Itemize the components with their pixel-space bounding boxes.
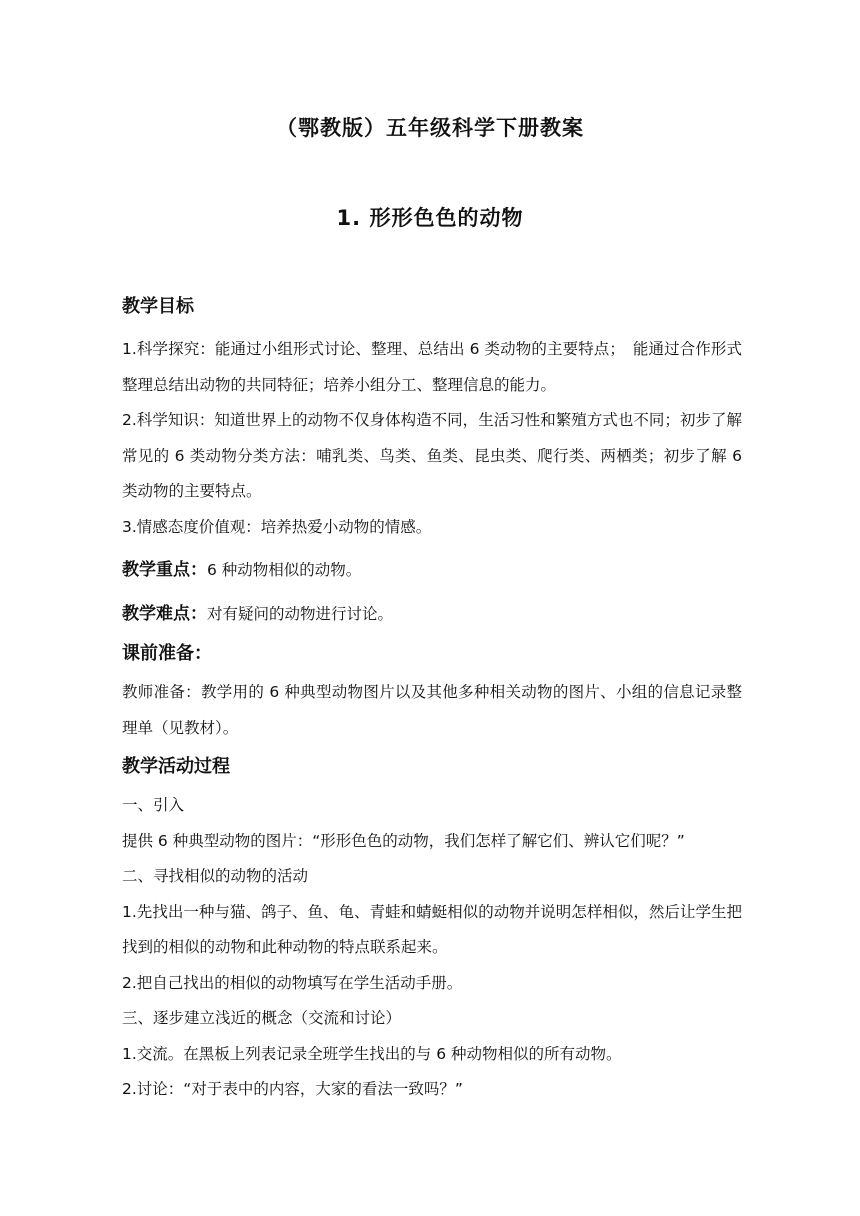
- process-line: 1.交流。在黑板上列表记录全班学生找出的与 6 种动物相似的所有动物。: [122, 1044, 622, 1063]
- difficulty-line: [122, 595, 742, 633]
- process-line: 提供 6 种典型动物的图片：“形形色色的动物，我们怎样了解它们、辨认它们呢？”: [122, 831, 685, 850]
- preparation-text: 教师准备：教学用的 6 种典型动物图片以及其他多种相关动物的图片、小组的信息记录整理单（见教材）。: [122, 683, 742, 737]
- key-point-text: 6 种动物相似的动物。: [207, 561, 362, 579]
- process-line: 2.讨论：“对于表中的内容，大家的看法一致吗？”: [122, 1080, 463, 1098]
- process-heading: 教学活动过程: [122, 756, 230, 777]
- difficulty-label: 教学难点：: [122, 604, 207, 624]
- key-point-label: 教学重点：: [122, 560, 207, 580]
- difficulty-text: 对有疑问的动物进行讨论。: [207, 605, 394, 623]
- key-point-line: [122, 551, 742, 589]
- objective-item-3: 3.情感态度价值观：培养热爱小动物的情感。: [122, 517, 432, 536]
- document-title: （鄂教版）五年级科学下册教案: [276, 116, 584, 140]
- objective-item-2: 2.科学知识：知道世界上的动物不仅身体构造不同，生活习性和繁殖方式也不同；初步了解常见的 6 类动物分类方法：哺乳类、鸟类、鱼类、昆虫类、爬行类、两栖类；初步了解 6 类动物的主要特点。: [122, 411, 742, 500]
- process-line: 三、逐步建立浅近的概念（交流和讨论）: [122, 1009, 402, 1027]
- process-line: 1.先找出一种与猫、鸽子、鱼、龟、青蛙和蜻蜓相似的动物并说明怎样相似，然后让学生把找到的相似的动物和此种动物的特点联系起来。: [122, 902, 742, 956]
- objective-item-1: 1.科学探究：能通过小组形式讨论、整理、总结出 6 类动物的主要特点； 能通过合作形式整理总结出动物的共同特征；培养小组分工、整理信息的能力。: [122, 340, 742, 394]
- process-line: 二、寻找相似的动物的活动: [122, 867, 309, 885]
- preparation-heading: 课前准备：: [122, 643, 212, 664]
- document-body: [122, 292, 742, 1108]
- objectives-heading: 教学目标: [122, 296, 194, 317]
- process-line: 一、引入: [122, 796, 185, 814]
- process-line: 2.把自己找出的相似的动物填写在学生活动手册。: [122, 973, 463, 992]
- lesson-title: 1. 形形色色的动物: [336, 206, 524, 230]
